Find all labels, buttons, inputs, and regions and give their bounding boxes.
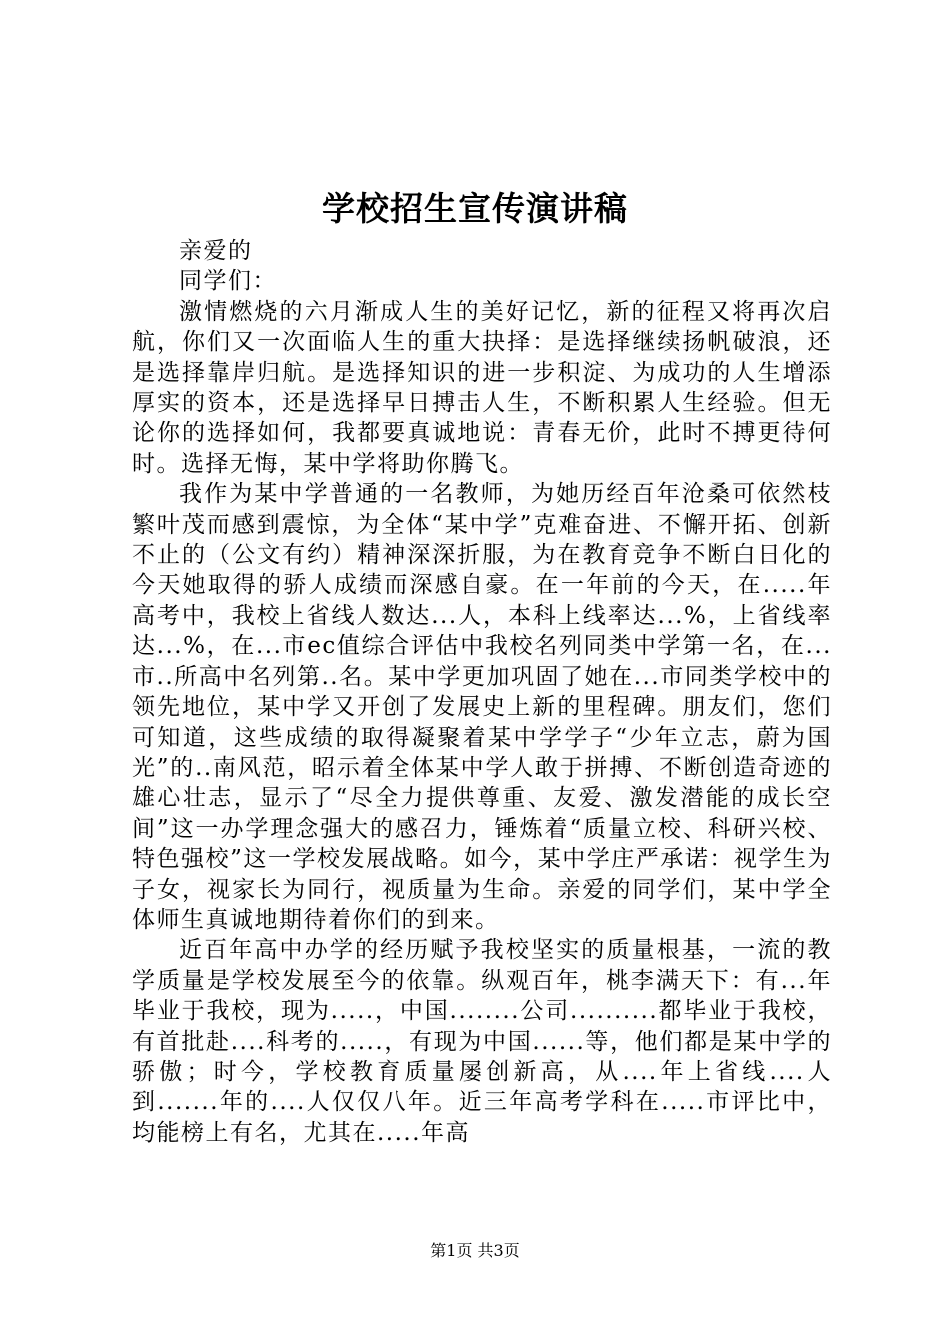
body-paragraph-3: 近百年高中办学的经历赋予我校坚实的质量根基，一流的教学质量是学校发展至今的依靠。纵观百年，桃李满天下：有...年毕业于我校，现为.....，中国........公司..........都毕业于我校，有首批赴....科考的.....，有现为中国......等，他们都是某中学的骄傲；时今，学校教育质量屡创新高，从....年上省线....人到.......年的....人仅仅八年。近三年高考学科在.....市评比中，均能榜上有名，尤其在.....年高 [132, 937, 832, 1146]
document-body [132, 236, 832, 1148]
salutation-line-2: 同学们： [179, 268, 277, 295]
document-title: 学校招生宣传演讲稿 [322, 189, 628, 228]
body-paragraph-2: 我作为某中学普通的一名教师，为她历经百年沧桑可依然枝繁叶茂而感到震惊，为全体“某中学”克难奋进、不懈开拓、创新不止的（公文有约）精神深深折服，为在教育竞争不断白日化的今天她取得的骄人成绩而深感自豪。在一年前的今天，在.....年高考中，我校上省线人数达...人，本科上线率达...%，上省线率达...%，在...市ec值综合评估中我校名列同类中学第一名，在...市..所高中名列第..名。某中学更加巩固了她在...市同类学校中的领先地位，某中学又开创了发展史上新的里程碑。朋友们，您们可知道，这些成绩的取得凝聚着某中学学子“少年立志，蔚为国光”的..南风范，昭示着全体某中学人敢于拼搏、不断创造奇迹的雄心壮志，显示了“尽全力提供尊重、友爱、激发潜能的成长空间”这一办学理念强大的感召力，锤炼着“质量立校、科研兴校、特色强校”这一学校发展战略。如今，某中学庄严承诺：视学生为子女，视家长为同行，视质量为生命。亲爱的同学们，某中学全体师生真诚地期待着你们的到来。 [132, 481, 832, 933]
page-footer: 第1页 共3页 [430, 1241, 520, 1260]
body-paragraph-1: 激情燃烧的六月渐成人生的美好记忆，新的征程又将再次启航，你们又一次面临人生的重大抉择：是选择继续扬帆破浪，还是选择靠岸归航。是选择知识的进一步积淀、为成功的人生增添厚实的资本，还是选择早日搏击人生，不断积累人生经验。但无论你的选择如何，我都要真诚地说：青春无价，此时不搏更待何时。选择无悔，某中学将助你腾飞。 [132, 298, 832, 477]
salutation-line-1: 亲爱的 [179, 238, 253, 264]
